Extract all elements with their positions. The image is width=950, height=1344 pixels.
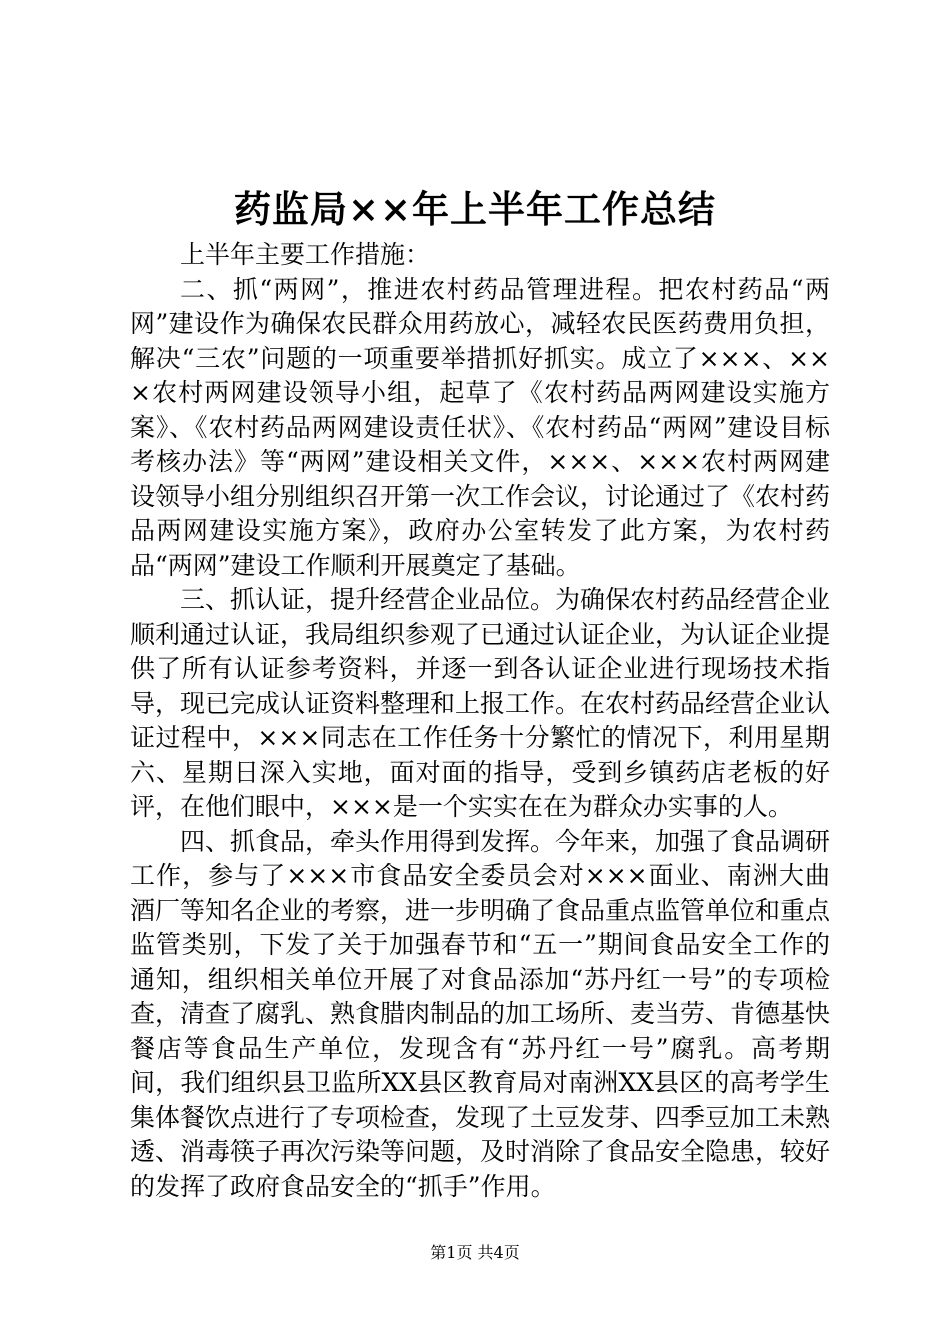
paragraph-food-safety: 四、抓食品，牵头作用得到发挥。今年来，加强了食品调研工作，参与了×××市食品安全委员会对×××面业、南洲大曲酒厂等知名企业的考察，进一步明确了食品重点监管单位和重点监管类别，下发了关于加强春节和“五一”期间食品安全工作的通知，组织相关单位开展了对食品添加“苏丹红一号”的专项检查，清查了腐乳、熟食腊肉制品的加工场所、麦当劳、肯德基快餐店等食品生产单位，发现含有“苏丹红一号”腐乳。高考期间，我们组织县卫监所XX县区教育局对南洲XX县区的高考学生集体餐饮点进行了专项检查，发现了土豆发芽、四季豆加工未熟透、消毒筷子再次污染等问题，及时消除了食品安全隐患，较好的发挥了政府食品安全的“抓手”作用。: [130, 826, 831, 1201]
document-body: [130, 238, 830, 1204]
document-title: 药监局××年上半年工作总结: [233, 187, 716, 231]
section-intro: 上半年主要工作措施：: [180, 240, 431, 269]
page-number: 第1页 共4页: [430, 1243, 520, 1262]
paragraph-certification: 三、抓认证，提升经营企业品位。为确保农村药品经营企业顺利通过认证，我局组织参观了已通过认证企业，为认证企业提供了所有认证参考资料，并逐一到各认证企业进行现场技术指导，现已完成认证资料整理和上报工作。在农村药品经营企业认证过程中，×××同志在工作任务十分繁忙的情况下，利用星期六、星期日深入实地，面对面的指导，受到乡镇药店老板的好评，在他们眼中，×××是一个实实在在为群众办实事的人。: [130, 585, 831, 821]
paragraph-two-networks: 二、抓“两网”，推进农村药品管理进程。把农村药品“两网”建设作为确保农民群众用药放心，减轻农民医药费用负担，解决“三农”问题的一项重要举措抓好抓实。成立了×××、×××农村两网建设领导小组，起草了《农村药品两网建设实施方案》、《农村药品两网建设责任状》、《农村药品“两网”建设目标考核办法》等“两网”建设相关文件，×××、×××农村两网建设领导小组分别组织召开第一次工作会议，讨论通过了《农村药品两网建设实施方案》，政府办公室转发了此方案，为农村药品“两网”建设工作顺利开展奠定了基础。: [130, 274, 831, 580]
